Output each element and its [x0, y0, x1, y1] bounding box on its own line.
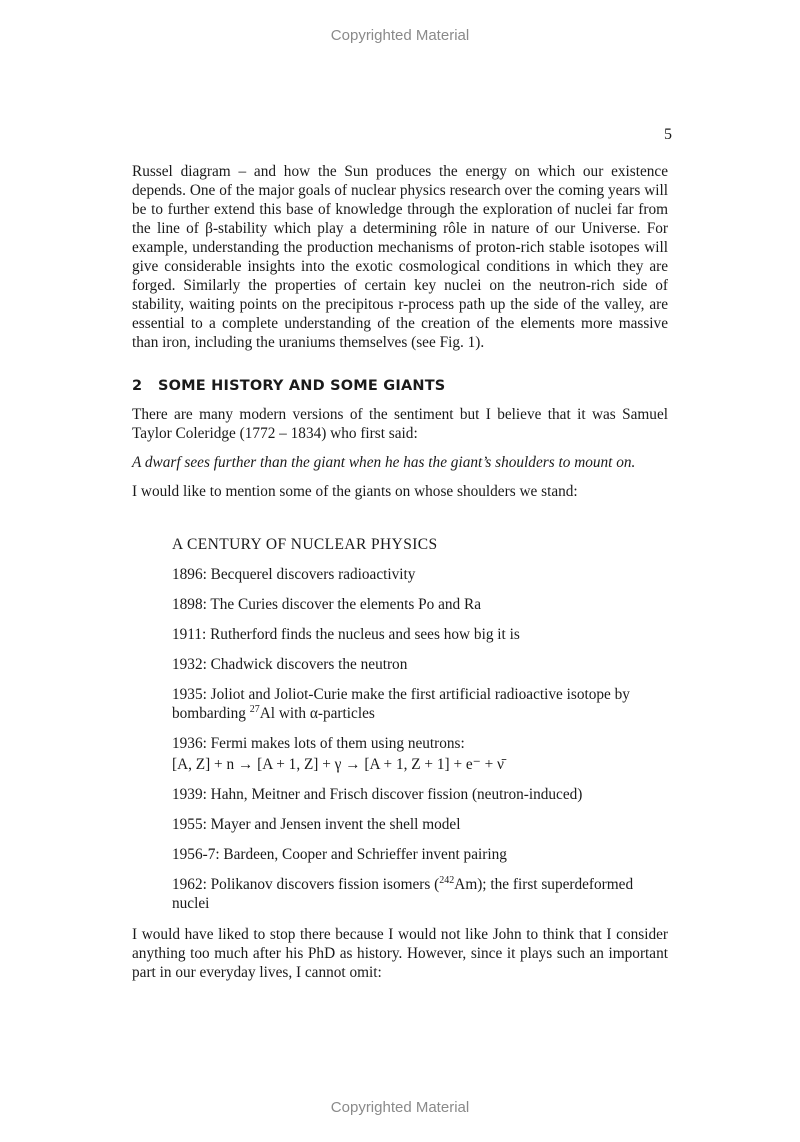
section-heading [132, 376, 668, 396]
timeline-year: 1956-7 : [172, 846, 223, 863]
timeline-item [172, 845, 668, 864]
timeline-text: Am); the first superdeformed nuclei [172, 876, 634, 912]
page-body [132, 162, 668, 982]
timeline-item [172, 595, 668, 614]
timeline-item [172, 655, 668, 674]
timeline-year: 1936 : [172, 735, 211, 752]
timeline-year: 1935 : [172, 686, 211, 703]
timeline-text: Joliot and Joliot-Curie make the first artificial radioactive isotope by bombarding [172, 686, 630, 722]
timeline-year: 1911 : [172, 626, 210, 643]
isotope-superscript: 27 [249, 704, 260, 715]
timeline-text: Mayer and Jensen invent the shell model [210, 816, 461, 833]
body-paragraph: I would have liked to stop there because I would not like John to think that I consider anything too much after his PhD as history. However, since it plays such an important part in our everyday lives, I cannot omit: [132, 926, 668, 981]
timeline-text: Polikanov discovers fission isomers ( [210, 876, 440, 893]
timeline-item [172, 565, 668, 584]
timeline-item [172, 685, 668, 723]
timeline-year: 1962 : [172, 876, 211, 893]
page-number: 5 [664, 126, 672, 143]
timeline-title: A CENTURY OF NUCLEAR PHYSICS [172, 536, 438, 553]
timeline-text: Bardeen, Cooper and Schrieffer invent pairing [223, 846, 507, 863]
timeline-year: 1939 : [172, 786, 211, 803]
section-number: 2 [132, 378, 143, 394]
body-paragraph: There are many modern versions of the sentiment but I believe that it was Samuel Taylor Coleridge (1772 – 1834) who first said: [132, 406, 668, 442]
section-title: SOME HISTORY AND SOME GIANTS [158, 378, 446, 394]
reaction-equation: [A, Z] + n → [A + 1, Z] + γ → [A + 1, Z + 1] + e⁻ + ν̄ [172, 756, 504, 773]
copyright-watermark-top: Copyrighted Material [330, 27, 470, 44]
body-paragraph: Russel diagram – and how the Sun produces the energy on which our existence depends. One of the major goals of nuclear physics research over the coming years will be to further extend this base of knowledge through the exploration of nuclei far from the line of β-stability which play a determining rôle in nature of our Universe. For example, understanding the production mechanisms of proton-rich stable isotopes will give considerable insights into the exotic cosmological conditions in which they are forged. Similarly the properties of certain key nuclei on the neutron-rich side of stability, waiting points on the precipitous r-process path up the side of the valley, are essential to a complete understanding of the creation of the elements more massive than iron, including the uraniums themselves (see Fig. 1). [132, 163, 668, 351]
timeline-text: Rutherford finds the nucleus and sees how big it is [210, 626, 520, 643]
timeline-item [172, 625, 668, 644]
timeline-text: Becquerel discovers radioactivity [210, 566, 416, 583]
timeline-item [172, 785, 668, 804]
timeline-item [172, 815, 668, 834]
timeline-text: Al with α-particles [259, 705, 375, 722]
timeline-item [172, 875, 668, 913]
timeline-list [172, 535, 668, 913]
isotope-superscript: 242 [439, 875, 455, 886]
timeline-year: 1955 : [172, 816, 211, 833]
timeline-text: Chadwick discovers the neutron [210, 656, 408, 673]
timeline-text: Fermi makes lots of them using neutrons: [210, 735, 465, 752]
timeline-text: Hahn, Meitner and Frisch discover fission (neutron-induced) [210, 786, 583, 803]
timeline-year: 1932 : [172, 656, 211, 673]
copyright-watermark-bottom: Copyrighted Material [330, 1099, 470, 1116]
block-quote: A dwarf sees further than the giant when he has the giant’s shoulders to mount on. [132, 454, 636, 471]
timeline-text: The Curies discover the elements Po and Ra [210, 596, 482, 613]
timeline-year: 1896 : [172, 566, 211, 583]
timeline-item [172, 734, 668, 774]
timeline-year: 1898 : [172, 596, 210, 613]
body-paragraph: I would like to mention some of the giants on whose shoulders we stand: [132, 483, 578, 500]
